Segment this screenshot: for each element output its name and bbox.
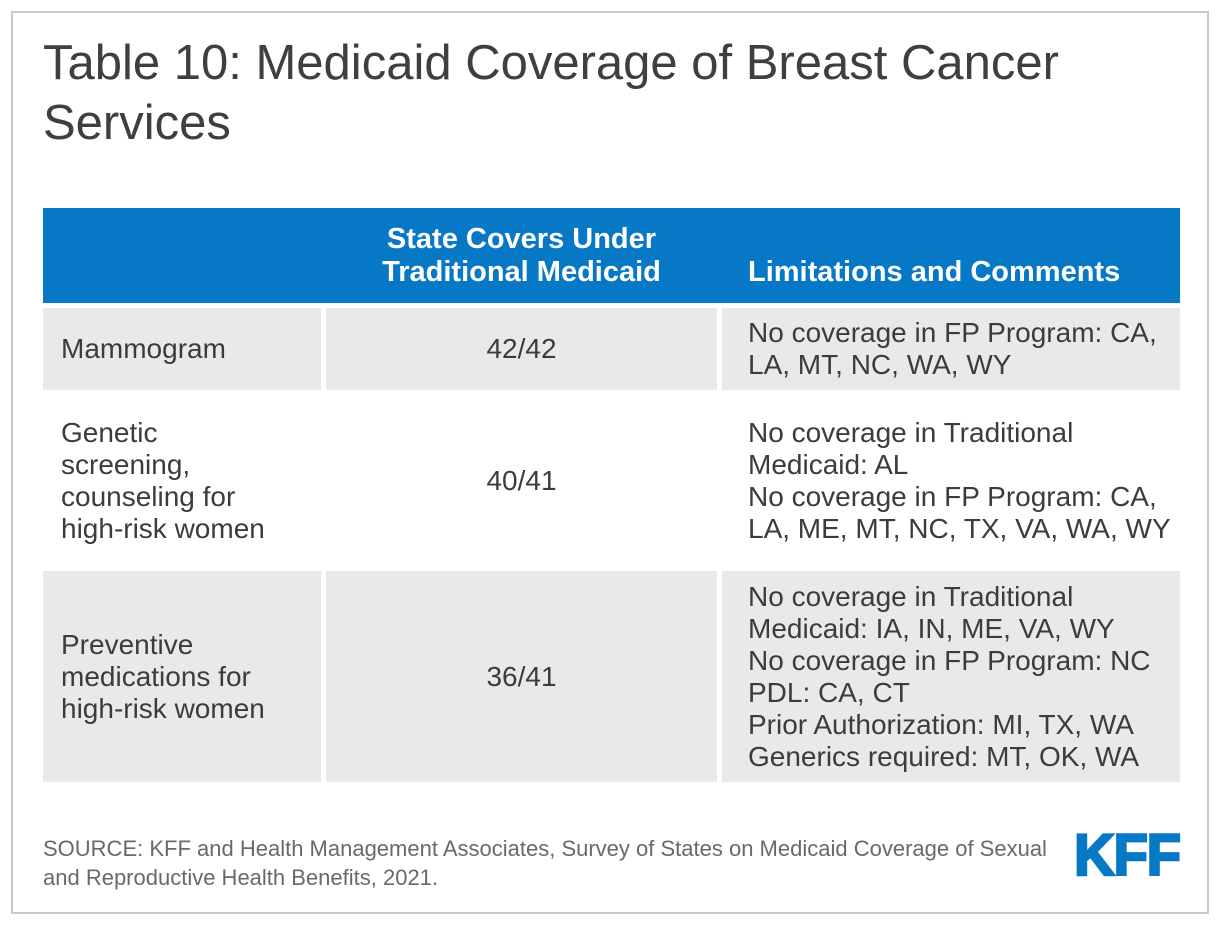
comment-line: No coverage in FP Program: CA, LA, ME, MT, NC, TX, VA, WA, WY [748, 480, 1171, 544]
comment-line: Prior Authorization: MI, TX, WA [748, 708, 1134, 740]
header-cell-limitations: Limitations and Comments [748, 256, 1121, 288]
coverage-count-cell: 42/42 [326, 308, 717, 390]
service-cell: Preventive medications for high-risk women [43, 571, 321, 782]
kff-logo: KFF [1074, 821, 1180, 888]
header-cell-state-covers: State Covers Under Traditional Medicaid [382, 223, 661, 288]
comments-cell [722, 571, 1180, 782]
figure-card [11, 11, 1209, 914]
coverage-count-cell: 40/41 [326, 395, 717, 566]
comment-line: No coverage in FP Program: CA, LA, MT, NC, WA, WY [748, 317, 1157, 380]
page-title: Table 10: Medicaid Coverage of Breast Cancer Services [43, 36, 1059, 150]
comments-cell [722, 395, 1180, 566]
table-body [43, 308, 1180, 782]
source-note: SOURCE: KFF and Health Management Associates, Survey of States on Medicaid Coverage of Sexual and Reproductive Health Benefits, 2021. [43, 836, 1047, 890]
table-row [43, 571, 1180, 782]
service-cell: Mammogram [43, 308, 321, 390]
header-cell-service [43, 208, 326, 303]
comment-line: Generics required: MT, OK, WA [748, 740, 1140, 772]
table-row [43, 308, 1180, 390]
figure-footer [43, 821, 1180, 892]
comment-line: PDL: CA, CT [748, 676, 910, 708]
coverage-count-cell: 36/41 [326, 571, 717, 782]
table-row [43, 395, 1180, 566]
table-header-row [43, 208, 1180, 303]
coverage-table [43, 208, 1180, 782]
comment-line: No coverage in Traditional Medicaid: IA, IN, ME, VA, WY [748, 580, 1115, 644]
comment-line: No coverage in FP Program: NC [748, 644, 1151, 676]
comment-line: No coverage in Traditional Medicaid: AL [748, 416, 1074, 480]
service-cell: Genetic screening, counseling for high-risk women [43, 395, 321, 566]
comments-cell [722, 308, 1180, 390]
